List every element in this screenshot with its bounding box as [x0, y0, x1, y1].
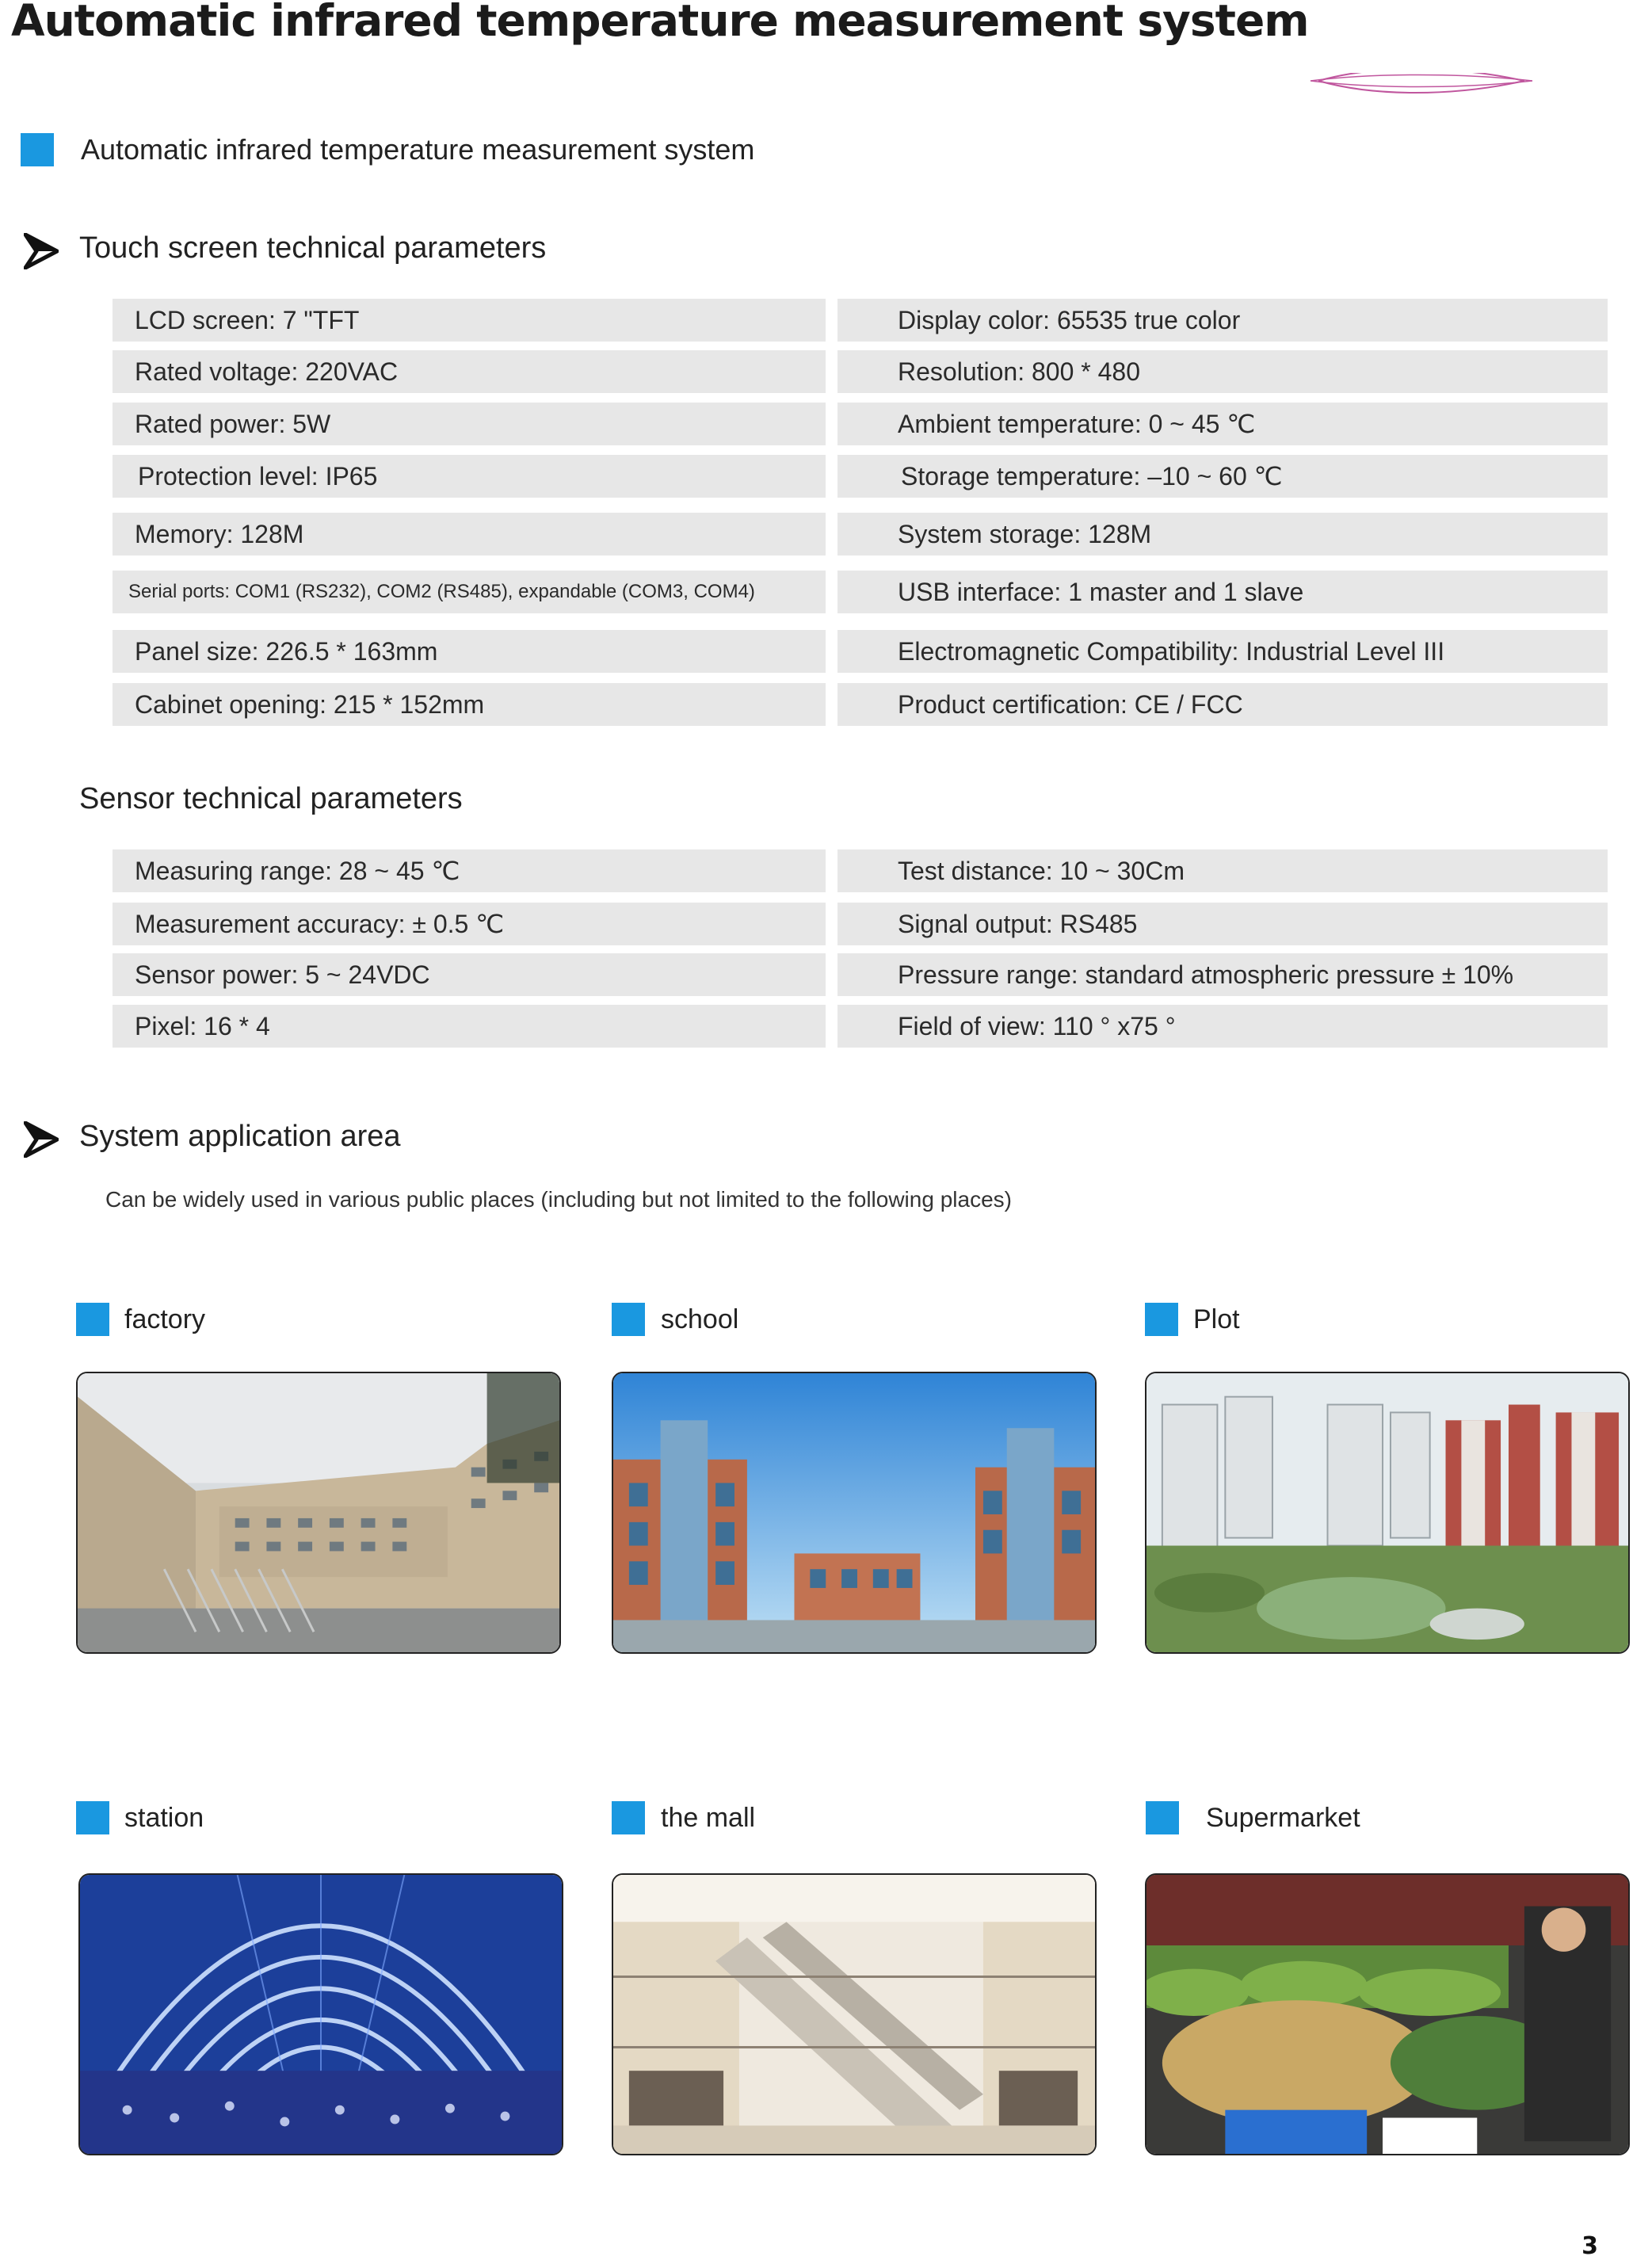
- blue-square-icon: [21, 133, 54, 166]
- param-rated-voltage: Rated voltage: 220VAC: [113, 350, 826, 393]
- blue-square-icon: [1146, 1801, 1179, 1834]
- param-pressure-range: Pressure range: standard atmospheric pressure ± 10%: [837, 953, 1608, 996]
- factory-photo: [76, 1372, 561, 1654]
- blue-square-icon: [1145, 1303, 1178, 1336]
- place-label-school: school: [661, 1304, 739, 1334]
- blue-square-icon: [612, 1801, 645, 1834]
- arrow-bullet-icon: [24, 233, 59, 269]
- application-heading: System application area: [79, 1120, 401, 1153]
- blue-square-icon: [76, 1303, 109, 1336]
- param-resolution: Resolution: 800 * 480: [837, 350, 1608, 393]
- supermarket-photo: [1145, 1873, 1630, 2155]
- param-serial-ports: Serial ports: COM1 (RS232), COM2 (RS485), expandable (COM3, COM4): [113, 571, 826, 613]
- station-photo: [78, 1873, 563, 2155]
- sensor-heading: Sensor technical parameters: [79, 782, 463, 815]
- param-measurement-accuracy: Measurement accuracy: ± 0.5 ℃: [113, 903, 826, 945]
- plot-photo: [1145, 1372, 1630, 1654]
- param-test-distance: Test distance: 10 ~ 30Cm: [837, 849, 1608, 892]
- arrow-bullet-icon: [24, 1121, 59, 1158]
- param-measuring-range: Measuring range: 28 ~ 45 ℃: [113, 849, 826, 892]
- param-usb-interface: USB interface: 1 master and 1 slave: [837, 571, 1608, 613]
- application-note: Can be widely used in various public places (including but not limited to the following places): [105, 1187, 1012, 1212]
- place-label-factory: factory: [124, 1304, 206, 1334]
- param-certification: Product certification: CE / FCC: [837, 683, 1608, 726]
- param-pixel: Pixel: 16 * 4: [113, 1005, 826, 1048]
- place-label-station: station: [124, 1803, 204, 1833]
- param-storage-temperature: Storage temperature: –10 ~ 60 ℃: [837, 455, 1608, 498]
- param-panel-size: Panel size: 226.5 * 163mm: [113, 630, 826, 673]
- param-emc: Electromagnetic Compatibility: Industrial Level III: [837, 630, 1608, 673]
- param-sensor-power: Sensor power: 5 ~ 24VDC: [113, 953, 826, 996]
- param-system-storage: System storage: 128M: [837, 513, 1608, 555]
- param-display-color: Display color: 65535 true color: [837, 299, 1608, 342]
- param-protection-level: Protection level: IP65: [113, 455, 826, 498]
- param-rated-power: Rated power: 5W: [113, 403, 826, 445]
- blue-square-icon: [612, 1303, 645, 1336]
- place-label-mall: the mall: [661, 1803, 756, 1833]
- school-photo: [612, 1372, 1097, 1654]
- header-divider: [11, 73, 1604, 105]
- touch-screen-heading: Touch screen technical parameters: [79, 231, 547, 265]
- place-label-supermarket: Supermarket: [1206, 1803, 1360, 1833]
- param-ambient-temperature: Ambient temperature: 0 ~ 45 ℃: [837, 403, 1608, 445]
- place-label-plot: Plot: [1193, 1304, 1240, 1334]
- param-signal-output: Signal output: RS485: [837, 903, 1608, 945]
- page-number: 3: [1581, 2232, 1598, 2260]
- param-cabinet-opening: Cabinet opening: 215 * 152mm: [113, 683, 826, 726]
- blue-square-icon: [76, 1801, 109, 1834]
- page-title: Automatic infrared temperature measurement system: [11, 0, 1309, 46]
- param-field-of-view: Field of view: 110 ° x75 °: [837, 1005, 1608, 1048]
- mall-photo: [612, 1873, 1097, 2155]
- param-memory: Memory: 128M: [113, 513, 826, 555]
- param-lcd-screen: LCD screen: 7 "TFT: [113, 299, 826, 342]
- section-subtitle: Automatic infrared temperature measurement system: [81, 133, 755, 166]
